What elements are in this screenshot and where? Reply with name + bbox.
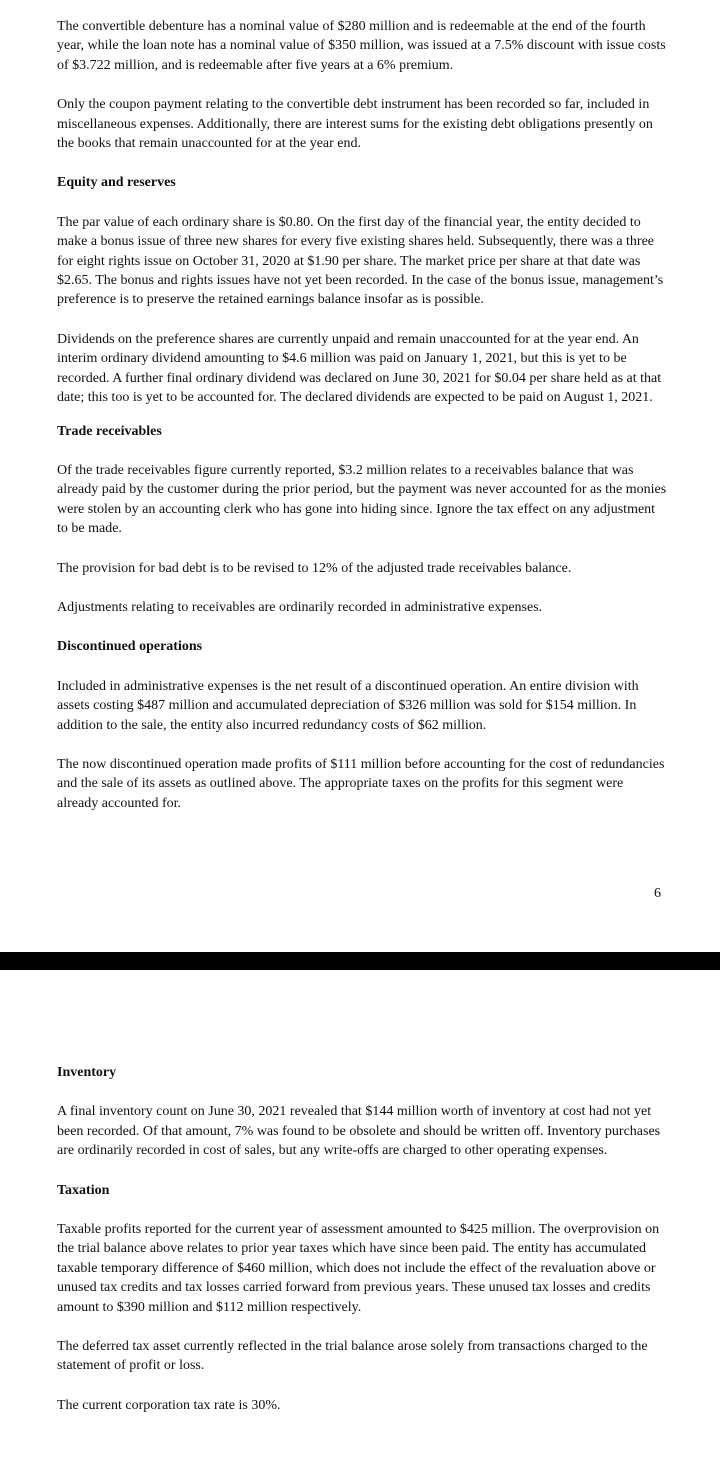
taxation-paragraph-2: The deferred tax asset currently reflected in the trial balance arose solely from transactions charged to the statement of profit or loss. xyxy=(57,1339,648,1374)
inventory-paragraph: A final inventory count on June 30, 2021 revealed that $144 million worth of inventory at cost had not yet been recorded. Of that amount, 7% was found to be obsolete and should be written off. Inventory purchases are ordinarily recorded in cost of sales, but any write-offs are charged to other operating expenses. xyxy=(57,1104,661,1159)
equity-paragraph-2: Dividends on the preference shares are currently unpaid and remain unaccounted for at the year end. An interim ordinary dividend amounting to $4.6 million was paid on January 1, 2021, but this is yet to be recorded. A further final ordinary dividend was declared on June 30, 2021 for $0.04 per share held as at that date; this too is yet to be accounted for. The declared dividends are expected to be paid on August 1, 2021. xyxy=(57,331,662,406)
taxation-paragraph-3: The current corporation tax rate is 30%. xyxy=(57,1397,281,1413)
equity-paragraph-1: The par value of each ordinary share is $0.80. On the first day of the financial year, the entity decided to make a bonus issue of three new shares for every five existing shares held. Subsequently, there was a three for eight rights issue on October 31, 2020 at $1.90 per share. The market price per share at that date was $2.65. The bonus and rights issues have not yet been recorded. In the case of the bonus issue, management’s preference is to preserve the retained earnings balance insofar as is possible. xyxy=(57,214,664,308)
discontinued-paragraph-1: Included in administrative expenses is the net result of a discontinued operation. An entire division with assets costing $487 million and accumulated depreciation of $326 million was sold for $154 million. In addition to the sale, the entity also incurred redundancy costs of $62 million. xyxy=(57,678,639,733)
page-number: 6 xyxy=(654,886,661,901)
debt-paragraph-2: Only the coupon payment relating to the convertible debt instrument has been recorded so far, included in miscellaneous expenses. Additionally, there are interest sums for the existing debt obligations presently on the books that remain unaccounted for at the year end. xyxy=(57,97,653,152)
receivables-heading: Trade receivables xyxy=(57,423,162,439)
equity-heading: Equity and reserves xyxy=(57,175,176,191)
page-6-content xyxy=(57,17,667,813)
discontinued-paragraph-2: The now discontinued operation made profits of $111 million before accounting for the cost of redundancies and the sale of its assets as outlined above. The appropriate taxes on the profits for this segment were already accounted for. xyxy=(57,756,665,811)
receivables-paragraph-2: The provision for bad debt is to be revised to 12% of the adjusted trade receivables balance. xyxy=(57,560,572,576)
inventory-heading: Inventory xyxy=(57,1065,117,1080)
debt-paragraph-1: The convertible debenture has a nominal value of $280 million and is redeemable at the end of the fourth year, while the loan note has a nominal value of $350 million, was issued at a 7.5% discount with issue costs of $3.722 million, and is redeemable after five years at a 6% premium. xyxy=(57,19,666,73)
discontinued-heading: Discontinued operations xyxy=(57,639,203,655)
page-separator xyxy=(0,952,720,970)
page-7-content xyxy=(57,1063,667,1415)
receivables-paragraph-3: Adjustments relating to receivables are ordinarily recorded in administrative expenses. xyxy=(57,599,543,615)
taxation-heading: Taxation xyxy=(57,1182,110,1198)
taxation-paragraph-1: Taxable profits reported for the current year of assessment amounted to $425 million. The overprovision on the trial balance above relates to prior year taxes which have since been paid. The entity has accumulated taxable temporary difference of $460 million, which does not include the effect of the revaluation above or unused tax credits and tax losses carried forward from previous years. These unused tax losses and credits amount to $390 million and $112 million respectively. xyxy=(57,1222,660,1315)
receivables-paragraph-1: Of the trade receivables figure currently reported, $3.2 million relates to a receivables balance that was already paid by the customer during the prior period, but the payment was never accounted for as the monies were stolen by an accounting clerk who has gone into hiding since. Ignore the tax effect on any adjustment to be made. xyxy=(57,462,667,537)
document-page-7 xyxy=(0,970,720,1480)
